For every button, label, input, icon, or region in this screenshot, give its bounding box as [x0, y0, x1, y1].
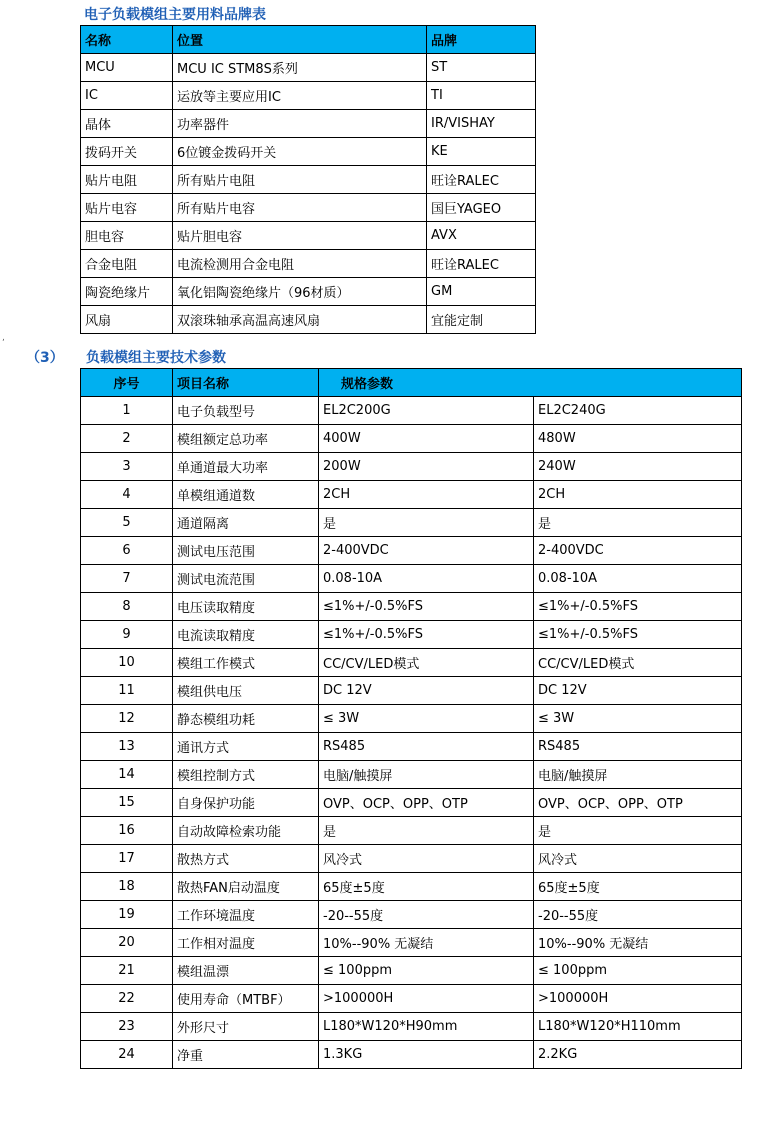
spec-cell-value-a: 400W — [319, 425, 534, 453]
spec-cell-value-b: >100000H — [534, 985, 742, 1013]
spec-table-title: 负载模组主要技术参数 — [86, 350, 226, 366]
spec-cell-item: 散热方式 — [173, 845, 319, 873]
spec-cell-value-a: OVP、OCP、OPP、OTP — [319, 789, 534, 817]
spec-cell-item: 电压读取精度 — [173, 593, 319, 621]
spec-cell-item: 净重 — [173, 1041, 319, 1069]
spec-cell-item: 模组工作模式 — [173, 649, 319, 677]
brand-table-row — [81, 222, 536, 250]
brand-cell-name: 晶体 — [81, 110, 173, 138]
brand-cell-position: 运放等主要应用IC — [173, 82, 427, 110]
brand-cell-brand: TI — [427, 82, 536, 110]
spec-cell-item: 通道隔离 — [173, 509, 319, 537]
spec-table-row — [81, 1013, 742, 1041]
spec-header-index: 序号 — [81, 369, 173, 397]
spec-cell-item: 电子负载型号 — [173, 397, 319, 425]
brand-cell-brand: 宜能定制 — [427, 306, 536, 334]
spec-cell-item: 静态模组功耗 — [173, 705, 319, 733]
brand-table-title: 电子负载模组主要用料品牌表 — [84, 7, 266, 23]
brand-cell-position: 氧化铝陶瓷绝缘片（96材质） — [173, 278, 427, 306]
spec-cell-value-a: 2-400VDC — [319, 537, 534, 565]
spec-table-row — [81, 397, 742, 425]
spec-cell-value-a: 是 — [319, 817, 534, 845]
spec-cell-index: 21 — [81, 957, 173, 985]
spec-cell-item: 模组供电压 — [173, 677, 319, 705]
brand-table-row — [81, 110, 536, 138]
spec-cell-value-b: DC 12V — [534, 677, 742, 705]
spec-cell-value-b: RS485 — [534, 733, 742, 761]
spec-table-row — [81, 537, 742, 565]
spec-cell-value-b: 2CH — [534, 481, 742, 509]
spec-cell-item: 工作相对温度 — [173, 929, 319, 957]
brand-table — [80, 25, 536, 334]
spec-cell-item: 散热FAN启动温度 — [173, 873, 319, 901]
spec-cell-value-a: 电脑/触摸屏 — [319, 761, 534, 789]
spec-cell-index: 10 — [81, 649, 173, 677]
spec-cell-value-a: 10%--90% 无凝结 — [319, 929, 534, 957]
spec-table-row — [81, 873, 742, 901]
spec-cell-value-a: EL2C200G — [319, 397, 534, 425]
brand-table-row — [81, 138, 536, 166]
spec-table-row — [81, 1041, 742, 1069]
spec-table-row — [81, 705, 742, 733]
spec-table-row — [81, 789, 742, 817]
spec-cell-index: 13 — [81, 733, 173, 761]
spec-cell-value-a: 1.3KG — [319, 1041, 534, 1069]
spec-cell-value-b: 2-400VDC — [534, 537, 742, 565]
spec-cell-value-a: L180*W120*H90mm — [319, 1013, 534, 1041]
brand-cell-name: 风扇 — [81, 306, 173, 334]
spec-cell-item: 测试电压范围 — [173, 537, 319, 565]
spec-table-row — [81, 621, 742, 649]
spec-cell-value-b: 是 — [534, 817, 742, 845]
spec-cell-value-b: 0.08-10A — [534, 565, 742, 593]
brand-cell-brand: AVX — [427, 222, 536, 250]
spec-table-row — [81, 845, 742, 873]
brand-cell-name: 胆电容 — [81, 222, 173, 250]
spec-cell-value-a: 0.08-10A — [319, 565, 534, 593]
spec-table-row — [81, 733, 742, 761]
spec-table-row — [81, 985, 742, 1013]
spec-cell-item: 自动故障检索功能 — [173, 817, 319, 845]
brand-table-row — [81, 278, 536, 306]
spec-cell-index: 12 — [81, 705, 173, 733]
brand-table-row — [81, 54, 536, 82]
brand-cell-brand: IR/VISHAY — [427, 110, 536, 138]
spec-table-row — [81, 481, 742, 509]
spec-cell-index: 9 — [81, 621, 173, 649]
brand-cell-name: 贴片电阻 — [81, 166, 173, 194]
spec-cell-item: 测试电流范围 — [173, 565, 319, 593]
spec-cell-value-a: -20--55度 — [319, 901, 534, 929]
spec-cell-index: 19 — [81, 901, 173, 929]
spec-header-spec: 规格参数 — [319, 369, 742, 397]
spec-table-header-row — [81, 369, 742, 397]
spec-cell-item: 通讯方式 — [173, 733, 319, 761]
brand-cell-position: 贴片胆电容 — [173, 222, 427, 250]
brand-table-row — [81, 306, 536, 334]
brand-cell-brand: ST — [427, 54, 536, 82]
spec-table-row — [81, 677, 742, 705]
spec-cell-value-b: 480W — [534, 425, 742, 453]
brand-cell-position: 所有贴片电容 — [173, 194, 427, 222]
brand-cell-brand: KE — [427, 138, 536, 166]
cell-marker: , — [2, 333, 5, 343]
spec-cell-index: 16 — [81, 817, 173, 845]
spec-cell-item: 电流读取精度 — [173, 621, 319, 649]
brand-cell-name: 拨码开关 — [81, 138, 173, 166]
spec-table-row — [81, 425, 742, 453]
spec-cell-item: 自身保护功能 — [173, 789, 319, 817]
spec-cell-item: 模组控制方式 — [173, 761, 319, 789]
spec-cell-value-a: 是 — [319, 509, 534, 537]
brand-header-position: 位置 — [173, 26, 427, 54]
spec-cell-value-b: -20--55度 — [534, 901, 742, 929]
spec-cell-value-b: EL2C240G — [534, 397, 742, 425]
brand-cell-brand: GM — [427, 278, 536, 306]
spec-cell-value-a: >100000H — [319, 985, 534, 1013]
spec-cell-index: 4 — [81, 481, 173, 509]
spec-cell-item: 外形尺寸 — [173, 1013, 319, 1041]
spec-cell-item: 单通道最大功率 — [173, 453, 319, 481]
spec-cell-item: 工作环境温度 — [173, 901, 319, 929]
spec-cell-value-b: L180*W120*H110mm — [534, 1013, 742, 1041]
spec-cell-item: 单模组通道数 — [173, 481, 319, 509]
spec-cell-value-b: OVP、OCP、OPP、OTP — [534, 789, 742, 817]
brand-cell-name: IC — [81, 82, 173, 110]
spec-cell-index: 7 — [81, 565, 173, 593]
spec-cell-value-a: CC/CV/LED模式 — [319, 649, 534, 677]
brand-cell-position: MCU IC STM8S系列 — [173, 54, 427, 82]
brand-table-row — [81, 194, 536, 222]
brand-cell-position: 双滚珠轴承高温高速风扇 — [173, 306, 427, 334]
spec-cell-index: 17 — [81, 845, 173, 873]
spec-table-row — [81, 957, 742, 985]
spec-cell-value-b: ≤ 100ppm — [534, 957, 742, 985]
spec-cell-value-a: DC 12V — [319, 677, 534, 705]
spec-cell-index: 6 — [81, 537, 173, 565]
spec-cell-value-a: ≤1%+/-0.5%FS — [319, 593, 534, 621]
brand-cell-position: 电流检测用合金电阻 — [173, 250, 427, 278]
brand-cell-brand: 国巨YAGEO — [427, 194, 536, 222]
brand-cell-position: 6位镀金拨码开关 — [173, 138, 427, 166]
spec-cell-index: 8 — [81, 593, 173, 621]
spec-cell-value-b: 风冷式 — [534, 845, 742, 873]
spec-cell-index: 15 — [81, 789, 173, 817]
spec-cell-index: 5 — [81, 509, 173, 537]
brand-header-name: 名称 — [81, 26, 173, 54]
spec-cell-value-b: CC/CV/LED模式 — [534, 649, 742, 677]
spec-cell-item: 模组温漂 — [173, 957, 319, 985]
spec-cell-index: 18 — [81, 873, 173, 901]
brand-cell-name: MCU — [81, 54, 173, 82]
spec-cell-value-b: 240W — [534, 453, 742, 481]
spec-cell-item: 使用寿命（MTBF） — [173, 985, 319, 1013]
spec-cell-index: 14 — [81, 761, 173, 789]
brand-table-row — [81, 250, 536, 278]
spec-table — [80, 368, 742, 1069]
spec-table-row — [81, 817, 742, 845]
spec-cell-index: 23 — [81, 1013, 173, 1041]
spec-table-row — [81, 649, 742, 677]
spec-cell-index: 1 — [81, 397, 173, 425]
spec-cell-value-a: 2CH — [319, 481, 534, 509]
spec-cell-index: 3 — [81, 453, 173, 481]
brand-cell-brand: 旺诠RALEC — [427, 250, 536, 278]
spec-cell-value-a: RS485 — [319, 733, 534, 761]
spec-cell-value-a: ≤ 3W — [319, 705, 534, 733]
spec-table-row — [81, 565, 742, 593]
spec-table-row — [81, 761, 742, 789]
spec-cell-value-b: ≤1%+/-0.5%FS — [534, 621, 742, 649]
spec-cell-index: 22 — [81, 985, 173, 1013]
spec-cell-index: 20 — [81, 929, 173, 957]
spec-table-row — [81, 901, 742, 929]
spec-cell-value-b: 65度±5度 — [534, 873, 742, 901]
brand-table-header-row — [81, 26, 536, 54]
spec-table-row — [81, 453, 742, 481]
brand-cell-position: 所有贴片电阻 — [173, 166, 427, 194]
brand-cell-position: 功率器件 — [173, 110, 427, 138]
brand-table-row — [81, 166, 536, 194]
brand-table-row — [81, 82, 536, 110]
spec-table-row — [81, 509, 742, 537]
spec-cell-item: 模组额定总功率 — [173, 425, 319, 453]
spec-cell-value-b: 10%--90% 无凝结 — [534, 929, 742, 957]
brand-cell-name: 陶瓷绝缘片 — [81, 278, 173, 306]
spec-table-row — [81, 929, 742, 957]
spec-cell-value-a: ≤1%+/-0.5%FS — [319, 621, 534, 649]
spec-cell-value-b: 2.2KG — [534, 1041, 742, 1069]
spec-cell-value-b: ≤ 3W — [534, 705, 742, 733]
brand-cell-brand: 旺诠RALEC — [427, 166, 536, 194]
spec-cell-index: 2 — [81, 425, 173, 453]
section-number: （3） — [26, 350, 64, 366]
spec-cell-value-a: ≤ 100ppm — [319, 957, 534, 985]
spec-cell-value-a: 风冷式 — [319, 845, 534, 873]
spec-cell-value-b: ≤1%+/-0.5%FS — [534, 593, 742, 621]
spec-table-row — [81, 593, 742, 621]
spec-cell-index: 24 — [81, 1041, 173, 1069]
brand-cell-name: 贴片电容 — [81, 194, 173, 222]
spec-cell-index: 11 — [81, 677, 173, 705]
brand-cell-name: 合金电阻 — [81, 250, 173, 278]
spec-header-item: 项目名称 — [173, 369, 319, 397]
brand-header-brand: 品牌 — [427, 26, 536, 54]
spec-cell-value-b: 是 — [534, 509, 742, 537]
spec-cell-value-a: 200W — [319, 453, 534, 481]
spec-cell-value-b: 电脑/触摸屏 — [534, 761, 742, 789]
spec-cell-value-a: 65度±5度 — [319, 873, 534, 901]
